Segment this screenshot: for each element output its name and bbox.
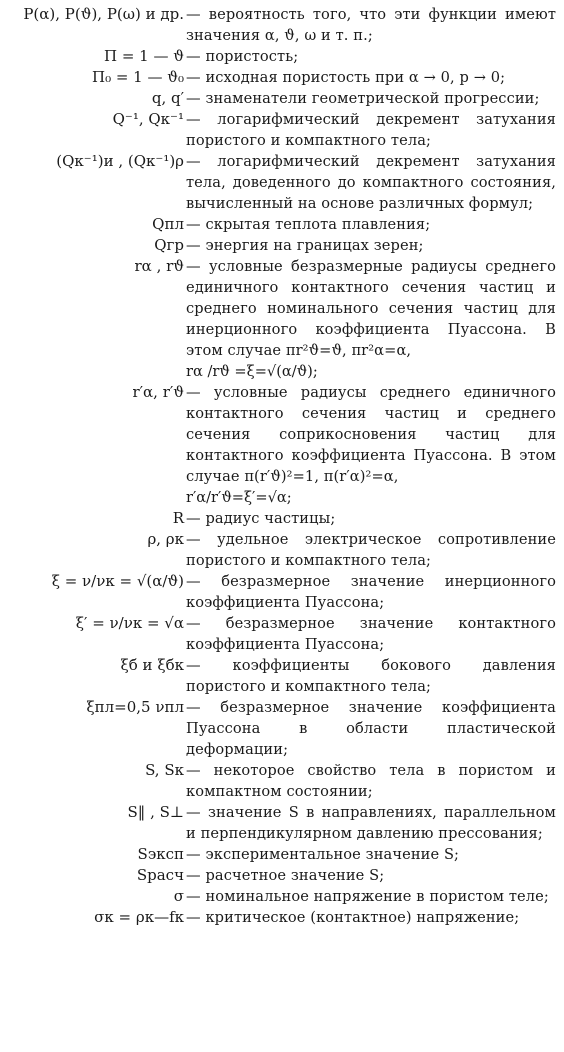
entry-symbol: ξб и ξбк: [120, 656, 184, 674]
entry-dash: —: [186, 531, 201, 548]
entry-symbol: (Qк⁻¹)и , (Qк⁻¹)ρ: [56, 152, 184, 170]
entry-description-text: безразмерное значение контактного коэффициента Пуассона;: [186, 615, 556, 653]
entry-description-text: расчетное значение S;: [205, 867, 385, 884]
entry-description-text: номинальное напряжение в пористом теле;: [205, 888, 549, 905]
entry-symbol: σ: [173, 887, 184, 905]
glossary-entry-17: [0, 697, 564, 760]
entry-description-text: энергия на границах зерен;: [205, 237, 424, 254]
entry-description-text: условные радиусы среднего единичного контактного сечения частиц и среднего сечения соприкосновения частиц для контактного коэффициента Пуассона. В этом случае π(r′ϑ)²=1, π(r′α)²=α,: [186, 384, 556, 485]
glossary-entry-21: [0, 865, 564, 886]
glossary-entry-8: [0, 256, 564, 361]
glossary-page: [0, 4, 564, 928]
entry-dash: —: [186, 237, 201, 254]
glossary-entry-10: [0, 382, 564, 487]
entry-description-text: логарифмический декремент затухания пористого и компактного тела;: [186, 111, 556, 149]
glossary-entry-12: [0, 508, 564, 529]
entry-description: [186, 844, 564, 865]
glossary-entry-14: [0, 571, 564, 613]
entry-dash: —: [186, 69, 201, 86]
entry-dash: —: [186, 153, 201, 170]
entry-symbol: S, Sк: [145, 761, 184, 779]
entry-description-text: значение S в направлениях, параллельном и перпендикулярном давлению прессования;: [186, 804, 556, 842]
entry-symbol: Π₀ = 1 — ϑ₀: [91, 68, 184, 86]
entry-description: [186, 4, 564, 46]
entry-description: [186, 235, 564, 256]
entry-symbol: Sрасч: [136, 866, 184, 884]
glossary-entry-5: [0, 151, 564, 214]
entry-description: [186, 613, 564, 655]
entry-symbol: σк = ρк—fк: [94, 908, 184, 926]
entry-description: [186, 382, 564, 487]
entry-symbol: ξпл=0,5 νпл: [86, 698, 184, 716]
entry-symbol: P(α), P(ϑ), P(ω) и др.: [23, 5, 184, 23]
entry-description-text: исходная пористость при α → 0, p → 0;: [205, 69, 506, 86]
glossary-entry-18: [0, 760, 564, 802]
entry-description-text: некоторое свойство тела в пористом и компактном состоянии;: [186, 762, 556, 800]
glossary-entry-1: [0, 46, 564, 67]
entry-description-text: вероятность того, что эти функции имеют значения α, ϑ, ω и т. п.;: [186, 6, 556, 44]
entry-description-text: скрытая теплота плавления;: [205, 216, 431, 233]
entry-symbol: Π = 1 — ϑ: [104, 47, 184, 65]
entry-symbol: R: [172, 509, 184, 527]
entry-dash: —: [186, 510, 201, 527]
entry-description-text: удельное электрическое сопротивление пористого и компактного тела;: [186, 531, 556, 569]
entry-description: [186, 88, 564, 109]
entry-dash: —: [186, 111, 201, 128]
glossary-entry-23: [0, 907, 564, 928]
entry-symbol: Qпл: [152, 215, 184, 233]
entry-dash: —: [186, 846, 201, 863]
glossary-entry-15: [0, 613, 564, 655]
entry-description: [186, 151, 564, 214]
entry-description: [186, 697, 564, 760]
entry-description: [186, 508, 564, 529]
entry-dash: —: [186, 48, 201, 65]
entry-symbol: q, q′: [151, 89, 184, 107]
glossary-entry-3: [0, 88, 564, 109]
entry-dash: —: [186, 384, 201, 401]
entry-symbol: Q⁻¹, Qк⁻¹: [112, 110, 184, 128]
entry-description: [186, 571, 564, 613]
entry-description-text: критическое (контактное) напряжение;: [205, 909, 520, 926]
entry-dash: —: [186, 258, 201, 275]
entry-symbol: ρ, ρк: [147, 530, 184, 548]
entry-description-text: безразмерное значение коэффициента Пуассона в области пластической деформации;: [186, 699, 556, 758]
entry-description: [186, 109, 564, 151]
entry-dash: —: [186, 699, 201, 716]
entry-description-text: безразмерное значение инерционного коэффициента Пуассона;: [186, 573, 556, 611]
entry-description-text: радиус частицы;: [205, 510, 336, 527]
entry-description: [186, 529, 564, 571]
entry-dash: —: [186, 867, 201, 884]
glossary-entry-7: [0, 235, 564, 256]
entry-dash: —: [186, 888, 201, 905]
formula-line: rα /rϑ =ξ=√(α/ϑ);: [186, 363, 318, 380]
formula-line: r′α/r′ϑ=ξ′=√α;: [186, 489, 292, 506]
entry-dash: —: [186, 804, 201, 821]
glossary-entry-22: [0, 886, 564, 907]
entry-symbol: Sэксп: [137, 845, 184, 863]
entry-description-text: коэффициенты бокового давления пористого и компактного тела;: [186, 657, 556, 695]
entry-description: [186, 886, 564, 907]
entry-symbol: rα , rϑ: [134, 257, 184, 275]
entry-description: [186, 214, 564, 235]
entry-description: [186, 655, 564, 697]
entry-symbol: r′α, r′ϑ: [132, 383, 184, 401]
entry-dash: —: [186, 216, 201, 233]
entry-description-text: условные безразмерные радиусы среднего единичного контактного сечения частиц и среднего номинального сечения частиц для инерционного коэффициента Пуассона. В этом случае πr²ϑ=ϑ, πr²α=α,: [186, 258, 556, 359]
entry-description-text: экспериментальное значение S;: [205, 846, 460, 863]
entry-dash: —: [186, 615, 201, 632]
entry-description-text: логарифмический декремент затухания тела, доведенного до компактного состояния, вычисленный на основе различных формул;: [186, 153, 556, 212]
glossary-entry-19: [0, 802, 564, 844]
entry-description: [186, 256, 564, 361]
entry-description: [186, 802, 564, 844]
glossary-entry-0: [0, 4, 564, 46]
entry-description: [186, 760, 564, 802]
entry-dash: —: [186, 909, 201, 926]
entry-dash: —: [186, 90, 201, 107]
entry-symbol: ξ = ν/νк = √(α/ϑ): [51, 572, 184, 590]
entry-dash: —: [186, 762, 201, 779]
glossary-entry-6: [0, 214, 564, 235]
entry-description: [186, 67, 564, 88]
glossary-entry-4: [0, 109, 564, 151]
glossary-entry-16: [0, 655, 564, 697]
entry-symbol: S‖ , S⊥: [127, 803, 184, 821]
entry-description: [186, 46, 564, 67]
entry-dash: —: [186, 6, 201, 23]
entry-symbol: Qгр: [154, 236, 184, 254]
entry-description: [186, 907, 564, 928]
glossary-entry-13: [0, 529, 564, 571]
entry-symbol: ξ′ = ν/νк = √α: [75, 614, 184, 632]
entry-dash: —: [186, 573, 201, 590]
entry-description-text: пористость;: [205, 48, 299, 65]
glossary-entry-20: [0, 844, 564, 865]
entry-description-text: знаменатели геометрической прогрессии;: [205, 90, 540, 107]
entry-dash: —: [186, 657, 201, 674]
entry-description: [186, 865, 564, 886]
glossary-entry-2: [0, 67, 564, 88]
